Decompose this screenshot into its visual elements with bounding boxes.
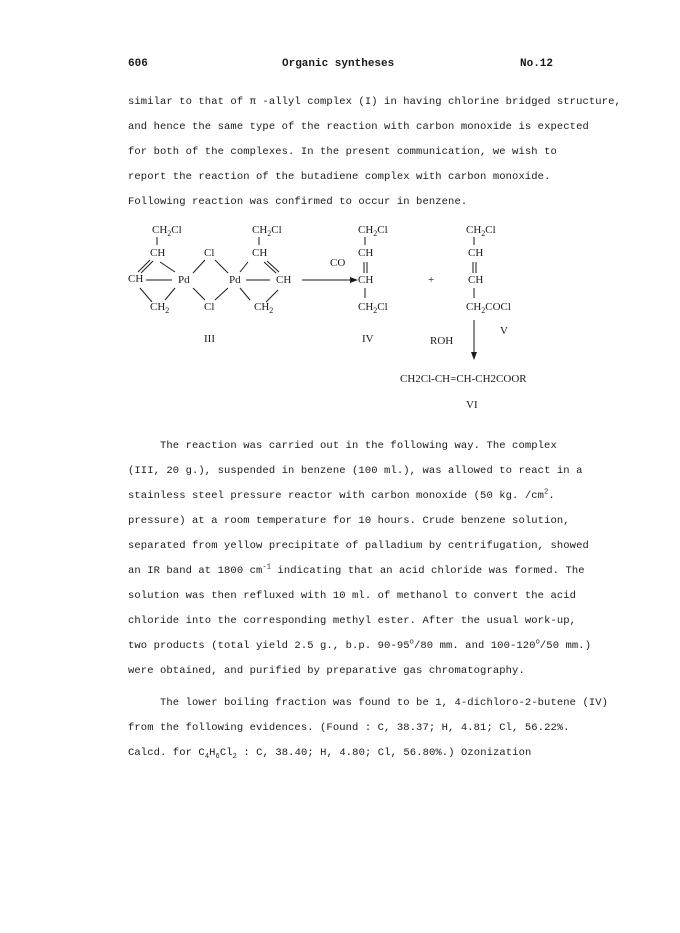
iv-ch2cl-bottom: $CH_2Cl$ [358, 301, 388, 315]
para2-line: pressure) at a room temperature for 10 hours. Crude benzene solution, [128, 515, 570, 527]
para1-line: Following reaction was confirmed to occur in benzene. [128, 196, 468, 208]
v-ch-2: CH [468, 274, 484, 286]
iii-ch2cl-right: $CH_2Cl$ [252, 224, 282, 238]
reagent-co: CO [330, 257, 346, 269]
iii-ch-mid-left: CH [128, 273, 144, 285]
iv-ch-1: CH [358, 247, 374, 259]
para2-line: solution was then refluxed with 10 ml. of methanol to convert the acid [128, 590, 577, 602]
label-iii: III [204, 333, 215, 345]
reagent-roh: ROH [430, 335, 454, 347]
plus-sign: + [428, 274, 435, 286]
iii-ch2-left: $CH_2$ [150, 301, 170, 315]
bridge-cl-top: Cl [204, 247, 215, 259]
journal-title: Organic syntheses [282, 58, 395, 70]
para2-line: stainless steel pressure reactor with carbon monoxide (50 kg. $/cm^2$. [128, 488, 555, 502]
page-number: 606 [128, 58, 148, 70]
para2-line: (III, 20 g.), suspended in benzene (100 ml.), was allowed to react in a [128, 465, 583, 477]
para3-line: Calcd. for $C_4H_6Cl_2$ : C, 38.40; H, 4.80; Cl, 56.80%.) Ozonization [128, 747, 532, 762]
iv-ch-2: CH [358, 274, 374, 286]
para2-line: an IR band at 1800 $cm^{-1}$ indicating that an acid chloride was formed. The [128, 563, 585, 577]
para2-line: separated from yellow precipitate of palladium by centrifugation, showed [128, 540, 589, 552]
pd-left: Pd [178, 274, 190, 286]
label-iv: IV [362, 333, 374, 345]
para1-line: and hence the same type of the reaction with carbon monoxide is expected [128, 121, 589, 133]
iii-ch-top-left: CH [150, 247, 166, 259]
para1-line: report the reaction of the butadiene complex with carbon monoxide. [128, 171, 551, 183]
label-vi: VI [466, 399, 478, 411]
para3-line: The lower boiling fraction was found to be 1, 4-dichloro-2-butene (IV) [160, 697, 609, 709]
iii-ch2cl-left: $CH_2Cl$ [152, 224, 182, 238]
iii-ch-mid-right: CH [276, 274, 292, 286]
reaction-scheme [0, 210, 680, 420]
pd-right: Pd [229, 274, 241, 286]
bridge-cl-bottom: Cl [204, 301, 215, 313]
para2-line: were obtained, and purified by preparative gas chromatography. [128, 665, 525, 677]
iv-ch2cl-top: $CH_2Cl$ [358, 224, 388, 238]
v-ch-1: CH [468, 247, 484, 259]
v-ch2cl-top: $CH_2Cl$ [466, 224, 496, 238]
para2-line: chloride into the corresponding methyl ester. After the usual work-up, [128, 615, 577, 627]
iii-ch-top-right: CH [252, 247, 268, 259]
iii-ch2-right: $CH_2$ [254, 301, 274, 315]
para3-line: from the following evidences. (Found : C, 38.37; H, 4.81; Cl, 56.22%. [128, 722, 570, 734]
v-ch2cocl: $CH_2COCl$ [466, 301, 511, 315]
para2-line: two products (total yield 2.5 g., b.p. 90-95$^o$/80 mm. and 100-120$^o$/50 mm.) [128, 638, 592, 652]
para1-line: similar to that of π -allyl complex (I) in having chlorine bridged structure, [128, 96, 621, 108]
issue-number: No.12 [520, 58, 554, 70]
para2-line: The reaction was carried out in the following way. The complex [160, 440, 557, 452]
product-vi: CH2Cl-CH=CH-CH2COOR [400, 373, 527, 385]
para1-line: for both of the complexes. In the present communication, we wish to [128, 146, 557, 158]
label-v: V [500, 325, 508, 337]
